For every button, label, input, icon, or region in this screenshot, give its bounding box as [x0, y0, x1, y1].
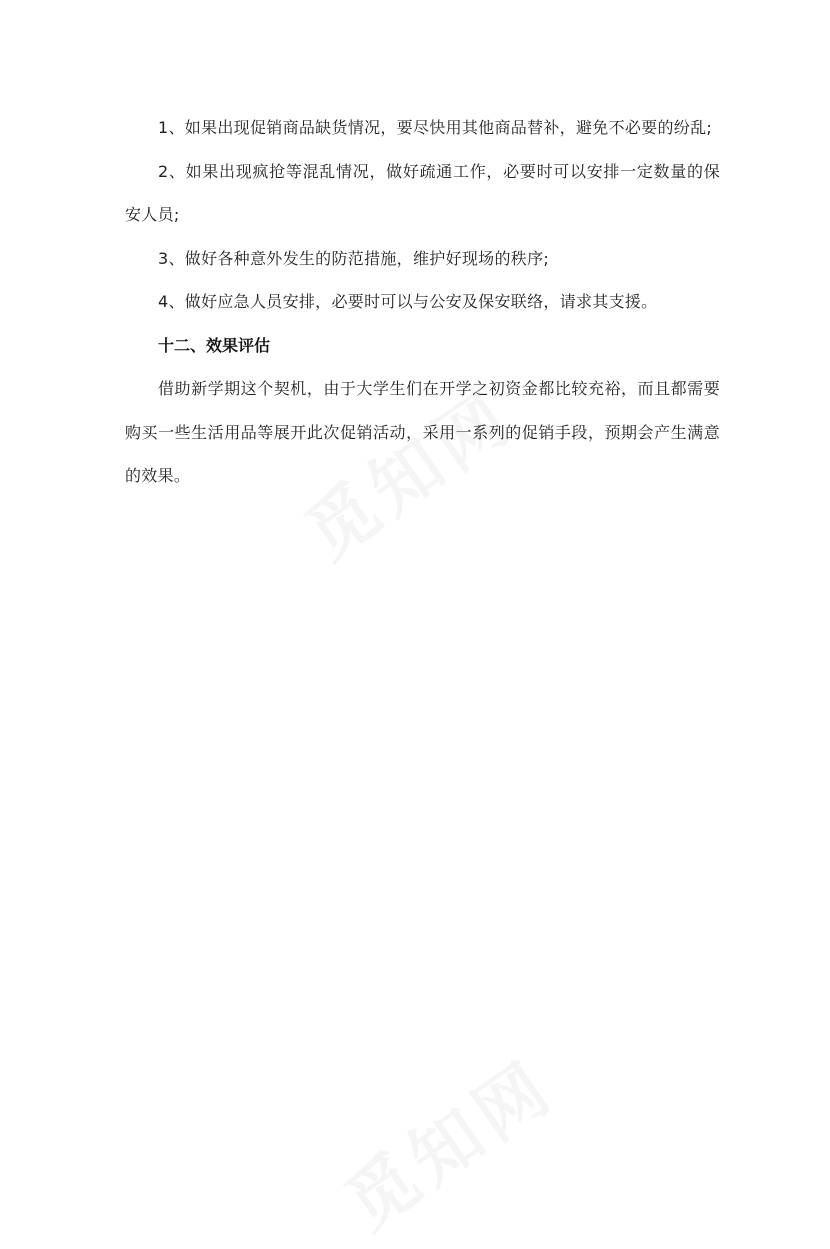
list-item: 4、做好应急人员安排，必要时可以与公安及保安联络，请求其支援。 — [158, 292, 658, 311]
list-item: 1、如果出现促销商品缺货情况，要尽快用其他商品替补，避免不必要的纷乱; — [158, 118, 713, 137]
list-item: 2、如果出现疯抢等混乱情况，做好疏通工作，必要时可以安排一定数量的保安人员; — [125, 161, 720, 224]
section-heading: 十二、效果评估 — [158, 335, 271, 355]
document-body — [125, 106, 720, 498]
body-paragraph: 借助新学期这个契机，由于大学生们在开学之初资金都比较充裕，而且都需要购买一些生活用品等展开此次促销活动，采用一系列的促销手段，预期会产生满意的效果。 — [125, 379, 720, 485]
list-item: 3、做好各种意外发生的防范措施，维护好现场的秩序; — [158, 248, 550, 268]
watermark — [322, 1032, 572, 1249]
